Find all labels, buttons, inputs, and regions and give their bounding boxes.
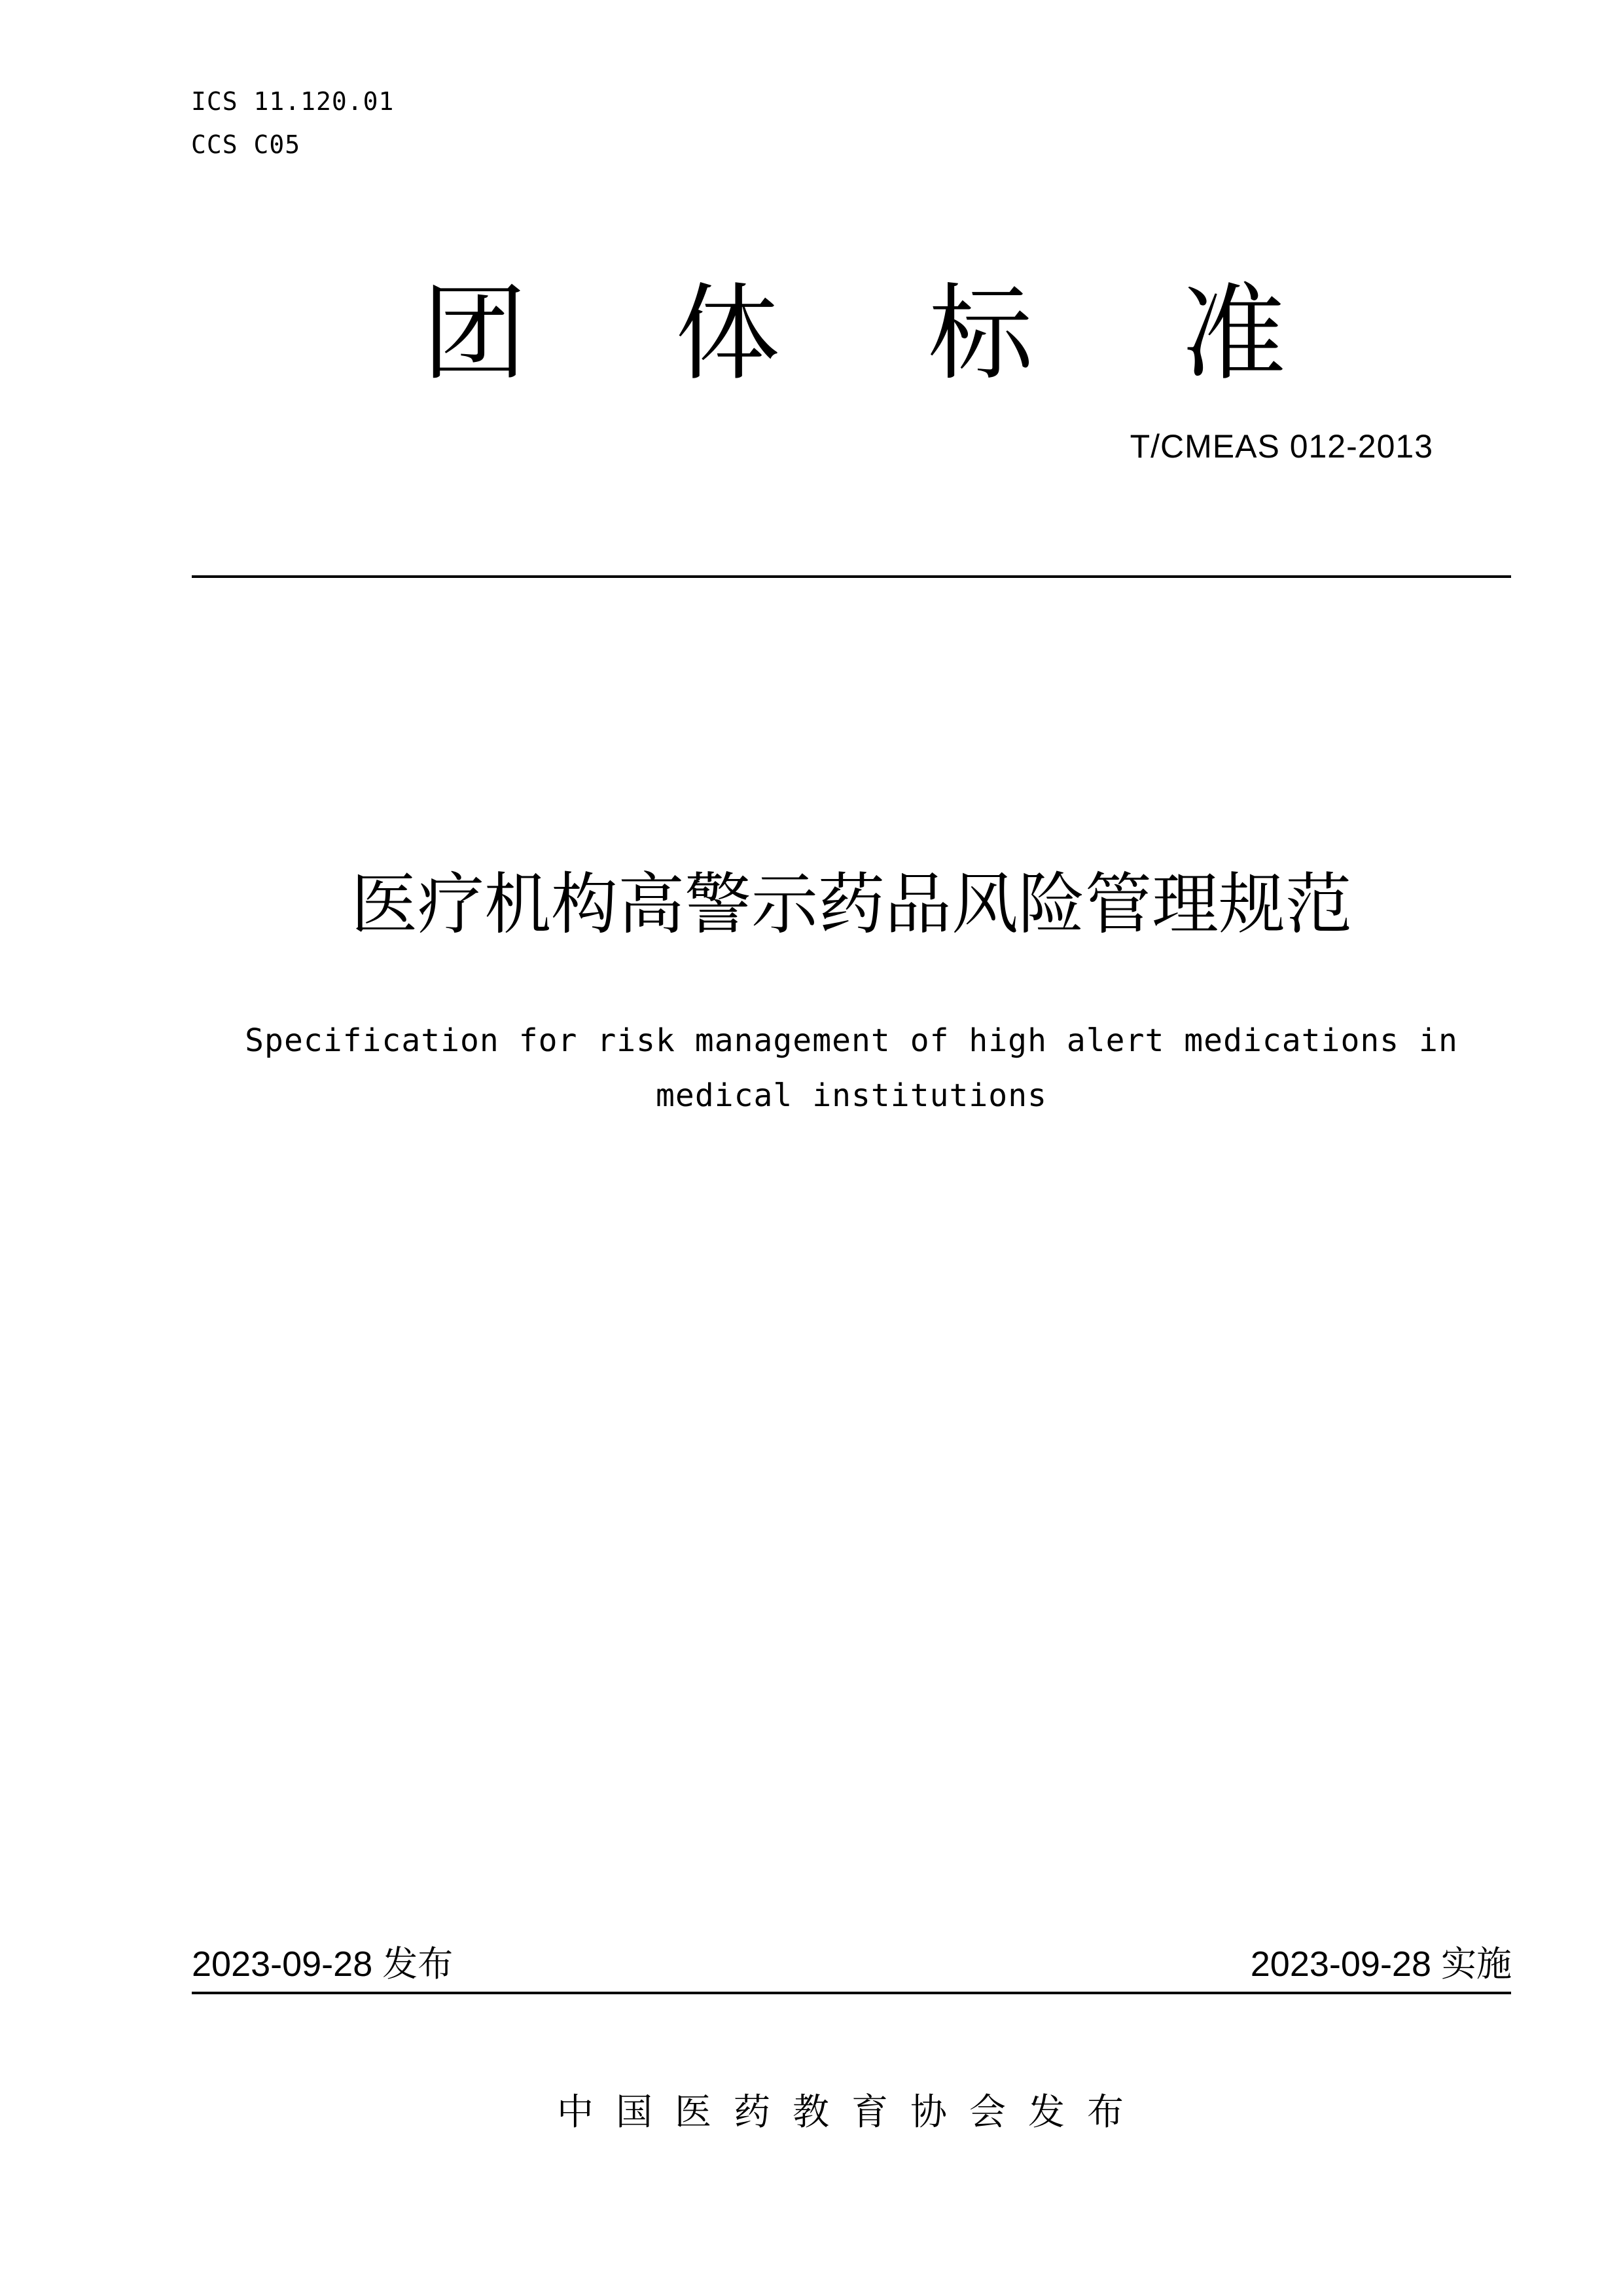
bottom-divider xyxy=(192,1992,1511,1994)
publisher: 中国医药教育协会发布 xyxy=(557,2091,1146,2134)
classification-codes xyxy=(191,80,394,166)
standard-number: T/CMEAS 012-2013 xyxy=(1130,428,1433,465)
ics-code: ICS 11.120.01 xyxy=(191,87,395,116)
standard-type-char: 体 xyxy=(675,272,780,395)
ccs-code: CCS C05 xyxy=(191,130,301,159)
standard-type-char: 标 xyxy=(928,272,1033,395)
publish-date: 2023-09-28 发布 xyxy=(192,1945,454,1984)
standard-type-char: 准 xyxy=(1181,272,1286,395)
document-title-chinese: 医疗机构高警示药品风险管理规范 xyxy=(351,866,1352,944)
document-title-english: Specification for risk management of high alert medications in medical institutions xyxy=(245,1022,1458,1114)
standard-type-char: 团 xyxy=(422,272,527,395)
implementation-date: 2023-09-28 实施 xyxy=(1250,1945,1512,1984)
standard-type-heading xyxy=(422,272,1286,395)
top-divider xyxy=(192,575,1511,578)
